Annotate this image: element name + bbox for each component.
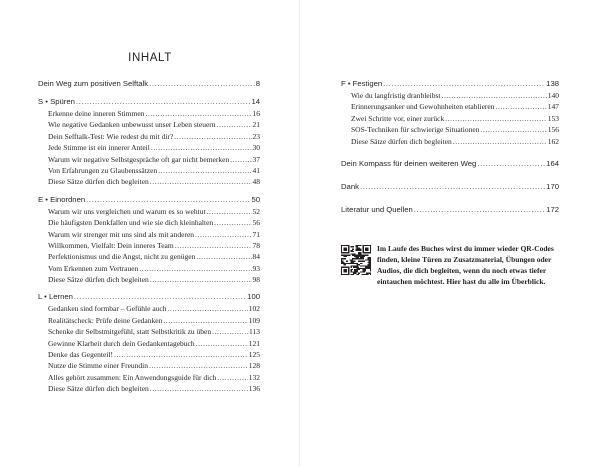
toc-page-number: 147 xyxy=(547,102,559,112)
qr-info-block xyxy=(341,243,559,299)
toc-list-right xyxy=(341,78,559,216)
toc-main-entry[interactable] xyxy=(341,181,559,193)
toc-page-number: 136 xyxy=(248,384,260,394)
toc-entry-title: Jede Stimme ist ein innerer Anteil xyxy=(48,143,150,153)
toc-page-number: 50 xyxy=(251,194,260,204)
toc-entry-title: SOS-Techniken für schwierige Situationen xyxy=(351,125,480,135)
toc-entry-title: Zwei Schritte vor, einer zurück xyxy=(351,113,445,123)
toc-leader-dots xyxy=(453,136,547,147)
toc-entry-title: Gedanken sind formbar – Gefühle auch xyxy=(48,304,167,314)
toc-page-number: 125 xyxy=(248,350,260,360)
toc-leader-dots xyxy=(145,108,251,119)
toc-page-number: 170 xyxy=(546,181,559,191)
toc-leader-dots xyxy=(168,303,248,314)
toc-spacer xyxy=(341,147,559,158)
toc-entry-title: Warum wir uns vergleichen und warum es so wehtut xyxy=(48,206,206,216)
toc-page-number: 162 xyxy=(547,136,559,146)
toc-entry-title: Warum wir negative Selbstgespräche oft gar nicht bemerken xyxy=(48,154,230,164)
toc-subentry[interactable] xyxy=(341,136,559,147)
toc-page-number: 102 xyxy=(248,304,260,314)
toc-entry-title: Realitätscheck: Prüfe deine Gedanken xyxy=(48,315,163,325)
toc-page-number: 109 xyxy=(248,315,260,325)
toc-subentry[interactable] xyxy=(38,349,260,360)
toc-leader-dots xyxy=(496,101,547,112)
toc-section-entry[interactable] xyxy=(341,78,559,90)
toc-subentry[interactable] xyxy=(38,154,260,165)
toc-leader-dots xyxy=(477,158,545,170)
toc-entry-title: Alles gehört zusammen: Ein Anwendungsguide für dich xyxy=(48,372,217,382)
toc-entry-title: Perfektionismus und die Angst, nicht zu genügen xyxy=(48,252,196,262)
toc-list-left xyxy=(38,78,260,395)
toc-section-entry[interactable] xyxy=(38,291,260,303)
toc-entry-title: Gewinne Klarheit durch dein Gedankentagebuch xyxy=(48,338,195,348)
toc-leader-dots xyxy=(195,229,251,240)
toc-entry-title: Diese Sätze dürfen dich begleiten xyxy=(48,384,149,394)
toc-subentry[interactable] xyxy=(38,274,260,285)
toc-page-number: 48 xyxy=(252,177,260,187)
toc-page-number: 8 xyxy=(255,79,260,88)
toc-entry-title: Literatur und Quellen xyxy=(341,204,413,214)
toc-page-number: 78 xyxy=(252,240,260,250)
toc-page-number: 172 xyxy=(546,204,559,214)
toc-page-number: 138 xyxy=(546,79,559,88)
toc-leader-dots xyxy=(86,194,250,206)
toc-page-number: 100 xyxy=(247,292,260,302)
toc-subentry[interactable] xyxy=(38,131,260,142)
toc-subentry[interactable] xyxy=(341,124,559,135)
toc-leader-dots xyxy=(174,131,251,142)
toc-leader-dots xyxy=(480,124,546,135)
toc-page-number: 156 xyxy=(547,125,559,135)
toc-leader-dots xyxy=(383,78,545,90)
toc-spacer xyxy=(341,170,559,181)
toc-subentry[interactable] xyxy=(38,372,260,383)
toc-leader-dots xyxy=(151,142,252,153)
toc-main-entry[interactable] xyxy=(38,78,260,90)
toc-entry-title: Von Erfahrungen zu Glaubenssätzen xyxy=(48,165,158,175)
toc-subentry[interactable] xyxy=(38,263,260,274)
toc-entry-title: Dein Kompass für deinen weiteren Weg xyxy=(341,158,477,168)
toc-entry-title: Wie negative Gedanken unbewusst unser Leben steuern xyxy=(48,120,216,130)
toc-page-number: 71 xyxy=(252,229,260,239)
toc-subentry[interactable] xyxy=(38,360,260,371)
toc-leader-dots xyxy=(74,291,246,303)
toc-entry-title: L • Lernen xyxy=(38,292,73,302)
toc-leader-dots xyxy=(196,338,248,349)
toc-subentry[interactable] xyxy=(38,176,260,187)
toc-leader-dots xyxy=(414,204,545,216)
toc-leader-dots xyxy=(445,113,547,124)
toc-page-number: 153 xyxy=(547,113,559,123)
toc-entry-title: Diese Sätze dürfen dich begleiten xyxy=(351,136,452,146)
toc-page-number: 84 xyxy=(252,252,260,262)
toc-leader-dots xyxy=(217,119,252,130)
toc-leader-dots xyxy=(175,240,252,251)
toc-entry-title: Dein Weg zum positiven Selftalk xyxy=(38,79,149,88)
toc-leader-dots xyxy=(214,217,251,228)
toc-leader-dots xyxy=(150,274,252,285)
toc-spacer xyxy=(341,193,559,204)
toc-leader-dots xyxy=(114,349,248,360)
toc-leader-dots xyxy=(149,78,255,90)
toc-entry-title: Die häufigsten Denkfallen und wie sie dich kleinhalten xyxy=(48,218,214,228)
toc-subentry[interactable] xyxy=(38,251,260,262)
toc-leader-dots xyxy=(150,176,252,187)
toc-heading: INHALT xyxy=(128,52,172,64)
toc-page-number: 140 xyxy=(547,91,559,100)
toc-page-number: 23 xyxy=(252,131,260,141)
toc-subentry[interactable] xyxy=(38,217,260,228)
toc-entry-title: Dein Selftalk-Test: Wie redest du mit dir? xyxy=(48,131,174,141)
toc-subentry[interactable] xyxy=(38,326,260,337)
toc-subentry[interactable] xyxy=(341,101,559,112)
toc-page-number: 164 xyxy=(546,158,559,168)
toc-subentry[interactable] xyxy=(38,303,260,314)
toc-leader-dots xyxy=(158,165,251,176)
toc-leader-dots xyxy=(196,251,251,262)
qr-code-icon[interactable] xyxy=(341,245,371,275)
qr-info-text: Im Laufe des Buches wirst du immer wieder QR-Codes finden, kleine Türen zu Zusatzmaterial, Übungen oder Audios, die dich begleiten, wenn du noch etwas tiefer eintauchen möchtest. Hier hast du alle im Überblick. xyxy=(377,244,554,286)
toc-subentry[interactable] xyxy=(38,315,260,326)
toc-entry-title: Wie du langfristig dranbleibst xyxy=(351,91,441,100)
toc-leader-dots xyxy=(207,206,252,217)
toc-leader-dots xyxy=(217,372,247,383)
toc-entry-title: Diese Sätze dürfen dich begleiten xyxy=(48,275,149,285)
toc-entry-title: F • Festigen xyxy=(341,79,383,88)
toc-entry-title: Diese Sätze dürfen dich begleiten xyxy=(48,177,149,187)
toc-subentry[interactable] xyxy=(38,142,260,153)
toc-entry-title: Vom Erkennen zum Vertrauen xyxy=(48,263,139,273)
toc-leader-dots xyxy=(360,181,545,193)
toc-entry-title: Erinnerungsanker und Gewohnheiten etablieren xyxy=(351,102,495,112)
toc-entry-title: Willkommen, Vielfalt: Dein inneres Team xyxy=(48,240,174,250)
toc-page-number: 128 xyxy=(248,361,260,371)
toc-leader-dots xyxy=(230,154,251,165)
toc-leader-dots xyxy=(149,360,248,371)
toc-page-number: 93 xyxy=(252,263,260,273)
toc-section-entry[interactable] xyxy=(38,96,260,108)
toc-leader-dots xyxy=(212,326,248,337)
toc-leader-dots xyxy=(139,263,251,274)
toc-subentry[interactable] xyxy=(38,108,260,119)
toc-page-number: 121 xyxy=(248,338,260,348)
toc-page-number: 16 xyxy=(252,109,260,118)
toc-page-number: 37 xyxy=(252,154,260,164)
toc-leader-dots xyxy=(150,383,248,394)
toc-page-number: 21 xyxy=(252,120,260,130)
toc-subentry[interactable] xyxy=(38,383,260,394)
toc-entry-title: Erkenne deine inneren Stimmen xyxy=(48,109,145,118)
toc-subentry[interactable] xyxy=(341,113,559,124)
toc-page-number: 14 xyxy=(251,97,260,106)
toc-subentry[interactable] xyxy=(38,229,260,240)
right-page xyxy=(300,0,600,467)
toc-subentry[interactable] xyxy=(38,206,260,217)
toc-subentry[interactable] xyxy=(38,240,260,251)
toc-subentry[interactable] xyxy=(38,119,260,130)
toc-entry-title: E • Einordnen xyxy=(38,194,86,204)
toc-page-number: 98 xyxy=(252,275,260,285)
toc-entry-title: S • Spüren xyxy=(38,97,75,106)
toc-entry-title: Schenke dir Selbstmitgefühl, statt Selbstkritik zu üben xyxy=(48,327,212,337)
toc-leader-dots xyxy=(441,90,546,101)
toc-entry-title: Nutze die Stimme einer Freundin xyxy=(48,361,148,371)
toc-subentry[interactable] xyxy=(38,338,260,349)
toc-page-number: 113 xyxy=(249,327,260,337)
toc-page-number: 52 xyxy=(252,206,260,216)
toc-page-number: 56 xyxy=(252,218,260,228)
toc-entry-title: Denke das Gegenteil! xyxy=(48,350,113,360)
toc-main-entry[interactable] xyxy=(341,204,559,216)
toc-main-entry[interactable] xyxy=(341,158,559,170)
toc-page-number: 30 xyxy=(252,143,260,153)
toc-leader-dots xyxy=(163,315,247,326)
toc-subentry[interactable] xyxy=(38,165,260,176)
toc-page-number: 41 xyxy=(252,165,260,175)
toc-leader-dots xyxy=(76,96,251,108)
toc-subentry[interactable] xyxy=(341,90,559,101)
toc-entry-title: Warum wir strenger mit uns sind als mit anderen xyxy=(48,229,195,239)
toc-section-entry[interactable] xyxy=(38,194,260,206)
toc-page-number: 132 xyxy=(248,372,260,382)
toc-entry-title: Dank xyxy=(341,181,359,191)
